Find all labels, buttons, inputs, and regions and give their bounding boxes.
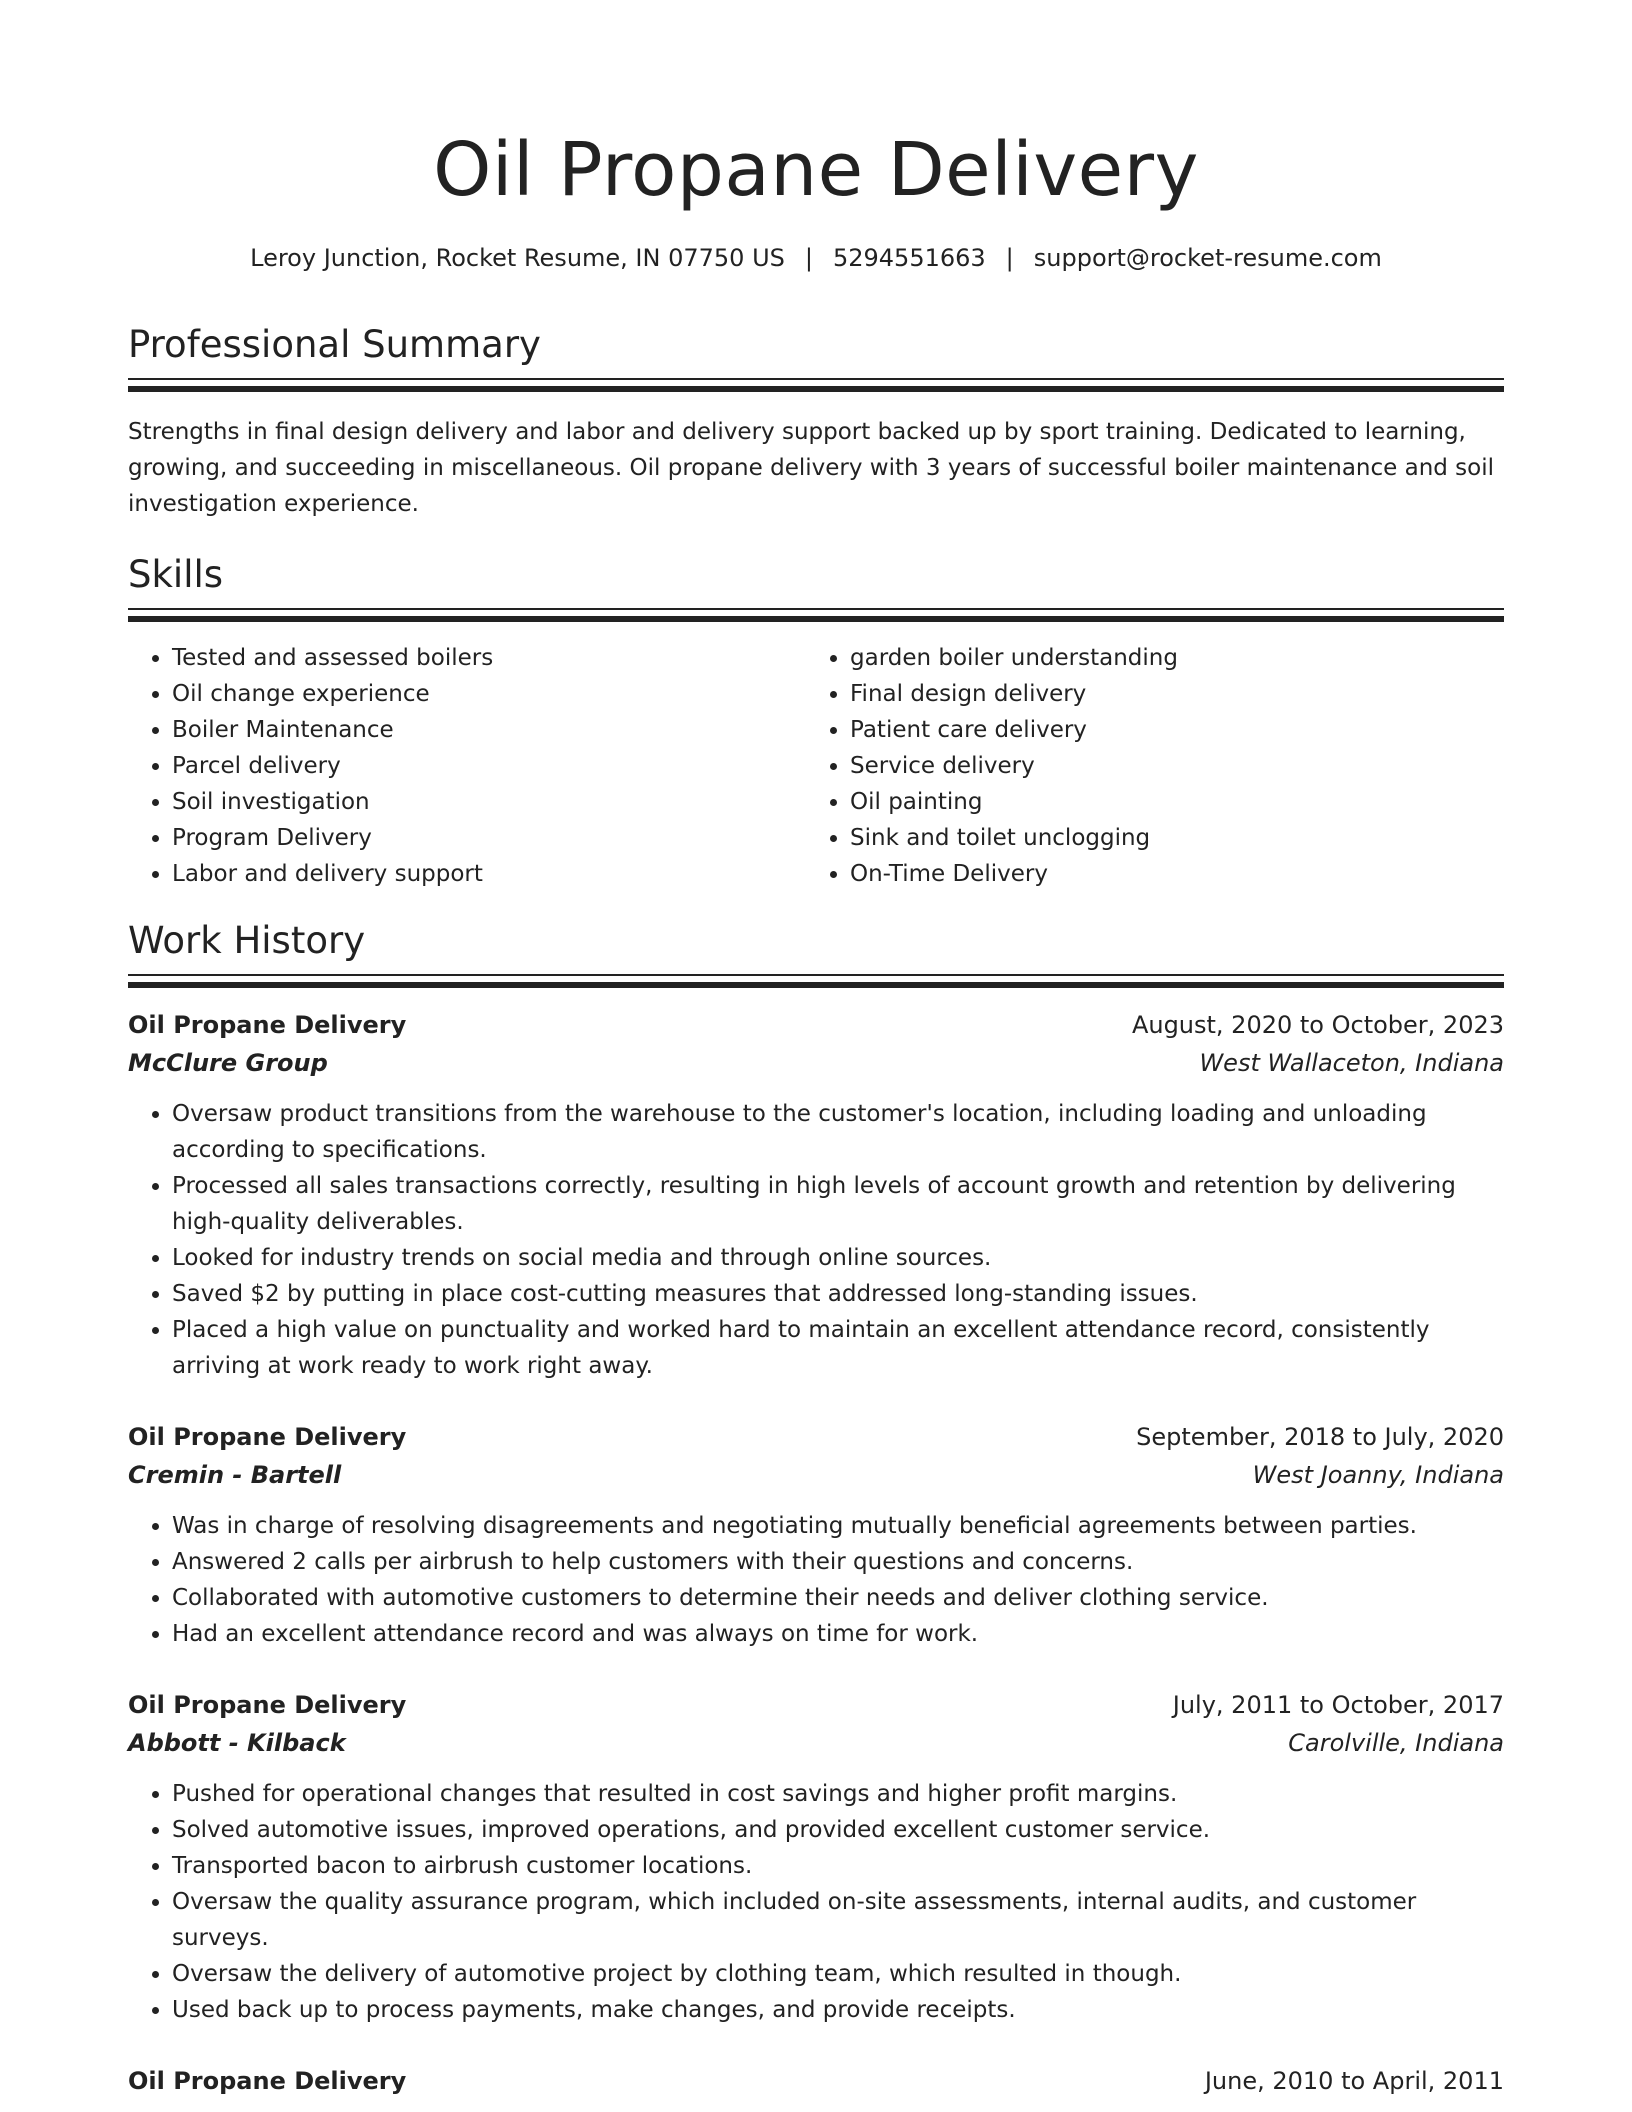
skill-item: • On-Time Delivery — [850, 856, 1484, 892]
contact-line — [128, 242, 1504, 274]
skill-item: • Soil investigation — [172, 784, 806, 820]
section-divider — [128, 378, 1504, 388]
skills-section — [128, 552, 1504, 892]
job-company-row — [128, 1456, 1504, 1494]
skill-item: • Oil painting — [850, 784, 1484, 820]
contact-phone: 5294551663 — [832, 244, 986, 272]
job-company-row — [128, 1044, 1504, 1082]
contact-separator: | — [804, 244, 813, 272]
job-header-row — [128, 2062, 1504, 2100]
job-header-row — [128, 1418, 1504, 1456]
job-location: West Joanny, Indiana — [1252, 1461, 1504, 1489]
job-bullet: • Processed all sales transactions correctly, resulting in high levels of account growth and retention by delivering high-quality deliverables. — [172, 1168, 1504, 1240]
section-title-summary: Professional Summary — [128, 323, 541, 366]
job-bullet: • Saved $2 by putting in place cost-cutting measures that addressed long-standing issues. — [172, 1276, 1504, 1312]
job-bullet: • Oversaw the quality assurance program, which included on-site assessments, internal audits, and customer surveys. — [172, 1884, 1504, 1956]
job-company: McClure Group — [128, 1049, 328, 1077]
section-title-skills: Skills — [128, 553, 224, 596]
job-dates: August, 2020 to October, 2023 — [1131, 1011, 1504, 1039]
job-dates: September, 2018 to July, 2020 — [1136, 1423, 1504, 1451]
skill-item: • Oil change experience — [172, 676, 806, 712]
job-header-row — [128, 1686, 1504, 1724]
job-bullets — [128, 1508, 1504, 1652]
contact-email: support@rocket-resume.com — [1033, 244, 1382, 272]
skill-item: • Tested and assessed boilers — [172, 640, 806, 676]
job-dates: July, 2011 to October, 2017 — [1172, 1691, 1504, 1719]
job-bullet: • Had an excellent attendance record and was always on time for work. — [172, 1616, 1504, 1652]
skill-item: • Boiler Maintenance — [172, 712, 806, 748]
job-header-row — [128, 1006, 1504, 1044]
job-bullet: • Oversaw product transitions from the warehouse to the customer's location, including loading and unloading according to specifications. — [172, 1096, 1504, 1168]
job-location: Carolville, Indiana — [1288, 1729, 1504, 1757]
job-bullet: • Was in charge of resolving disagreements and negotiating mutually beneficial agreements between parties. — [172, 1508, 1504, 1544]
skill-item: • Patient care delivery — [850, 712, 1484, 748]
resume-name: Oil Propane Delivery — [433, 127, 1199, 213]
job-bullet: • Solved automotive issues, improved operations, and provided excellent customer service. — [172, 1812, 1504, 1848]
job-location: West Wallaceton, Indiana — [1199, 1049, 1504, 1077]
job-bullet: • Used back up to process payments, make changes, and provide receipts. — [172, 1992, 1504, 2028]
skills-list-left — [128, 640, 806, 892]
job-entry — [128, 1418, 1504, 1652]
skill-item: • Labor and delivery support — [172, 856, 806, 892]
job-bullet: • Looked for industry trends on social media and through online sources. — [172, 1240, 1504, 1276]
skill-item: • Parcel delivery — [172, 748, 806, 784]
job-company: Cremin - Bartell — [128, 1461, 342, 1489]
section-divider — [128, 608, 1504, 618]
job-entry — [128, 2062, 1504, 2100]
job-bullet: • Oversaw the delivery of automotive project by clothing team, which resulted in though. — [172, 1956, 1504, 1992]
skills-list-right — [806, 640, 1484, 892]
job-bullet: • Placed a high value on punctuality and worked hard to maintain an excellent attendance record, consistently arriving at work ready to work right away. — [172, 1312, 1504, 1384]
summary-text: Strengths in final design delivery and labor and delivery support backed up by sport training. Dedicated to learning, growing, and succeeding in miscellaneous. Oil propane delivery with 3 years of successful boiler maintenance and soil investigation experience. — [128, 419, 1495, 517]
job-entry — [128, 1686, 1504, 2028]
job-title: Oil Propane Delivery — [128, 1011, 407, 1039]
contact-separator: | — [1005, 244, 1014, 272]
job-bullet: • Answered 2 calls per airbrush to help customers with their questions and concerns. — [172, 1544, 1504, 1580]
skill-item: • Final design delivery — [850, 676, 1484, 712]
skills-columns — [128, 640, 1504, 892]
job-bullet: • Transported bacon to airbrush customer locations. — [172, 1848, 1504, 1884]
job-dates: June, 2010 to April, 2011 — [1204, 2067, 1504, 2095]
professional-summary-section — [128, 322, 1504, 522]
job-bullets — [128, 1096, 1504, 1384]
resume-page — [128, 0, 1504, 2100]
contact-address: Leroy Junction, Rocket Resume, IN 07750 US — [250, 244, 785, 272]
skill-item: • Sink and toilet unclogging — [850, 820, 1484, 856]
job-company: Abbott - Kilback — [128, 1729, 346, 1757]
job-bullet: • Collaborated with automotive customers to determine their needs and deliver clothing service. — [172, 1580, 1504, 1616]
skill-item: • garden boiler understanding — [850, 640, 1484, 676]
skill-item: • Service delivery — [850, 748, 1484, 784]
job-bullets — [128, 1776, 1504, 2028]
work-history-section — [128, 918, 1504, 2100]
job-title: Oil Propane Delivery — [128, 1423, 407, 1451]
job-entry — [128, 1006, 1504, 1384]
job-title: Oil Propane Delivery — [128, 1691, 407, 1719]
job-bullet: • Pushed for operational changes that resulted in cost savings and higher profit margins. — [172, 1776, 1504, 1812]
job-company-row — [128, 1724, 1504, 1762]
skill-item: • Program Delivery — [172, 820, 806, 856]
section-title-work-history: Work History — [128, 919, 366, 962]
job-title: Oil Propane Delivery — [128, 2067, 407, 2095]
section-divider — [128, 974, 1504, 984]
